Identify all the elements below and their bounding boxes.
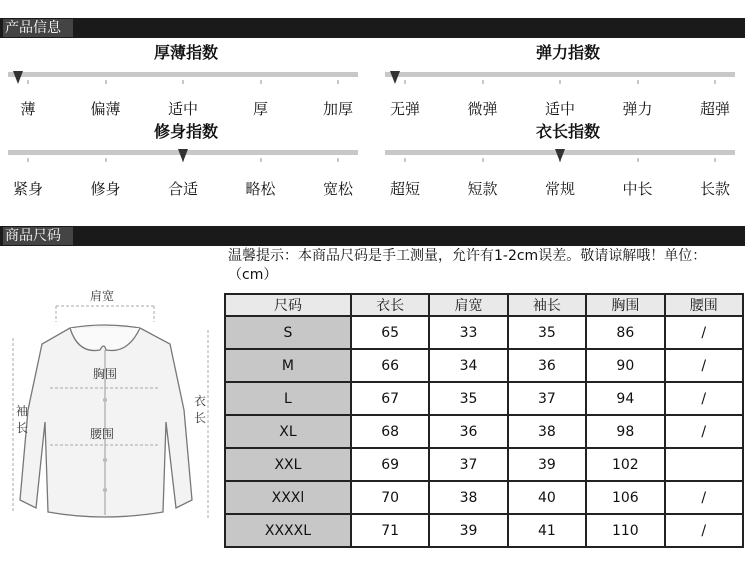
scale-option-label: 常规 bbox=[544, 180, 575, 198]
scale-option-label: 适中 bbox=[544, 100, 575, 118]
size-label-cell: XXL bbox=[225, 448, 351, 481]
size-table-header-cell: 衣长 bbox=[351, 294, 429, 316]
scale-option-label: 修身 bbox=[90, 180, 121, 198]
size-value-cell: 35 bbox=[429, 382, 507, 415]
diagram-label-shoulder: 肩宽 bbox=[90, 289, 115, 303]
size-label-cell: XL bbox=[225, 415, 351, 448]
size-value-cell: 102 bbox=[586, 448, 664, 481]
scale-option-label: 短款 bbox=[467, 180, 498, 198]
size-table-header-cell: 胸围 bbox=[586, 294, 664, 316]
scale-tick bbox=[404, 158, 406, 162]
size-value-cell: 65 bbox=[351, 316, 429, 349]
size-value-cell: / bbox=[665, 382, 743, 415]
size-value-cell bbox=[665, 448, 743, 481]
size-value-cell: 94 bbox=[586, 382, 664, 415]
scale-track-thickness bbox=[8, 72, 358, 77]
size-table-body bbox=[225, 316, 743, 547]
size-label-cell: XXXl bbox=[225, 481, 351, 514]
scale-tick bbox=[105, 158, 107, 162]
scale-title-length: 衣长指数 bbox=[535, 122, 600, 141]
scale-tick bbox=[482, 158, 484, 162]
scale-option-label: 长款 bbox=[699, 180, 730, 198]
scale-marker-thickness bbox=[13, 71, 23, 84]
table-row bbox=[225, 349, 743, 382]
table-row bbox=[225, 481, 743, 514]
size-value-cell: 68 bbox=[351, 415, 429, 448]
diagram-label-length-2: 长 bbox=[194, 411, 207, 425]
table-row bbox=[225, 514, 743, 547]
scale-title-fit: 修身指数 bbox=[153, 122, 218, 141]
size-table-header-cell: 腰围 bbox=[665, 294, 743, 316]
size-table-header-cell: 袖长 bbox=[508, 294, 586, 316]
scale-option-label: 厚 bbox=[252, 100, 268, 118]
scale-option-label: 宽松 bbox=[322, 180, 353, 198]
scale-tick bbox=[482, 80, 484, 84]
scale-tick bbox=[714, 80, 716, 84]
table-row bbox=[225, 415, 743, 448]
scale-tick bbox=[182, 80, 184, 84]
size-label-cell: XXXXL bbox=[225, 514, 351, 547]
size-value-cell: 86 bbox=[586, 316, 664, 349]
size-value-cell: 98 bbox=[586, 415, 664, 448]
scale-option-label: 紧身 bbox=[12, 180, 43, 198]
size-value-cell: 37 bbox=[508, 382, 586, 415]
section-bar-product-info bbox=[0, 18, 745, 38]
size-label-cell: M bbox=[225, 349, 351, 382]
size-value-cell: 67 bbox=[351, 382, 429, 415]
scale-option-label: 适中 bbox=[167, 100, 198, 118]
size-note: 温馨提示：本商品尺码是手工测量，允许有1-2cm误差。敬请谅解哦！单位：（cm） bbox=[228, 248, 707, 283]
size-table bbox=[224, 293, 744, 548]
size-value-cell: 69 bbox=[351, 448, 429, 481]
table-row bbox=[225, 382, 743, 415]
scale-tick bbox=[637, 158, 639, 162]
scale-track-elasticity bbox=[385, 72, 735, 77]
scale-tick bbox=[27, 80, 29, 84]
scale-option-label: 加厚 bbox=[322, 100, 353, 118]
scale-marker-length bbox=[555, 149, 565, 162]
size-value-cell: 39 bbox=[429, 514, 507, 547]
scale-marker-fit bbox=[178, 149, 188, 162]
scale-option-label: 微弹 bbox=[467, 100, 498, 118]
section-title-product-size: 商品尺码 bbox=[3, 227, 73, 245]
size-value-cell: 36 bbox=[429, 415, 507, 448]
size-value-cell: / bbox=[665, 349, 743, 382]
scale-tick bbox=[27, 158, 29, 162]
size-value-cell: 66 bbox=[351, 349, 429, 382]
size-value-cell: / bbox=[665, 514, 743, 547]
size-table-header-row bbox=[225, 294, 743, 316]
size-value-cell: 110 bbox=[586, 514, 664, 547]
size-value-cell: 39 bbox=[508, 448, 586, 481]
table-row bbox=[225, 448, 743, 481]
scale-tick bbox=[337, 158, 339, 162]
size-value-cell: 106 bbox=[586, 481, 664, 514]
size-value-cell: 38 bbox=[429, 481, 507, 514]
scale-option-label: 弹力 bbox=[622, 100, 653, 118]
size-value-cell: / bbox=[665, 481, 743, 514]
scale-tick bbox=[637, 80, 639, 84]
diagram-label-waist: 腰围 bbox=[90, 427, 115, 441]
scale-tick bbox=[337, 80, 339, 84]
scale-option-label: 略松 bbox=[245, 180, 276, 198]
section-title-product-info: 产品信息 bbox=[3, 19, 73, 37]
scale-option-label: 中长 bbox=[622, 180, 653, 198]
size-value-cell: / bbox=[665, 316, 743, 349]
scale-marker-elasticity bbox=[390, 71, 400, 84]
table-row bbox=[225, 316, 743, 349]
size-table-header-cell: 尺码 bbox=[225, 294, 351, 316]
size-value-cell: 36 bbox=[508, 349, 586, 382]
size-value-cell: 71 bbox=[351, 514, 429, 547]
size-value-cell: 38 bbox=[508, 415, 586, 448]
size-value-cell: 37 bbox=[429, 448, 507, 481]
size-value-cell: 70 bbox=[351, 481, 429, 514]
scale-tick bbox=[260, 158, 262, 162]
scale-option-label: 超弹 bbox=[699, 100, 730, 118]
garment-measurement-diagram bbox=[8, 260, 218, 576]
diagram-label-sleeve-1: 袖 bbox=[16, 404, 29, 418]
section-bar-product-size bbox=[0, 226, 745, 246]
diagram-label-chest: 胸围 bbox=[93, 367, 118, 381]
size-value-cell: / bbox=[665, 415, 743, 448]
scale-option-label: 偏薄 bbox=[90, 100, 121, 118]
size-table-header-cell: 肩宽 bbox=[429, 294, 507, 316]
size-value-cell: 35 bbox=[508, 316, 586, 349]
size-value-cell: 90 bbox=[586, 349, 664, 382]
scale-title-elasticity: 弹力指数 bbox=[535, 43, 600, 62]
size-value-cell: 33 bbox=[429, 316, 507, 349]
scale-option-label: 薄 bbox=[20, 100, 36, 118]
scale-option-label: 合适 bbox=[167, 180, 198, 198]
diagram-label-length-1: 衣 bbox=[194, 394, 207, 408]
scale-title-thickness: 厚薄指数 bbox=[153, 43, 218, 62]
scale-tick bbox=[260, 80, 262, 84]
size-value-cell: 34 bbox=[429, 349, 507, 382]
scale-option-label: 无弹 bbox=[389, 100, 420, 118]
size-label-cell: L bbox=[225, 382, 351, 415]
scale-option-label: 超短 bbox=[389, 180, 420, 198]
scale-tick bbox=[714, 158, 716, 162]
size-label-cell: S bbox=[225, 316, 351, 349]
scale-tick bbox=[105, 80, 107, 84]
scale-tick bbox=[559, 80, 561, 84]
scale-tick bbox=[404, 80, 406, 84]
size-value-cell: 40 bbox=[508, 481, 586, 514]
diagram-label-sleeve-2: 长 bbox=[16, 421, 29, 435]
size-value-cell: 41 bbox=[508, 514, 586, 547]
